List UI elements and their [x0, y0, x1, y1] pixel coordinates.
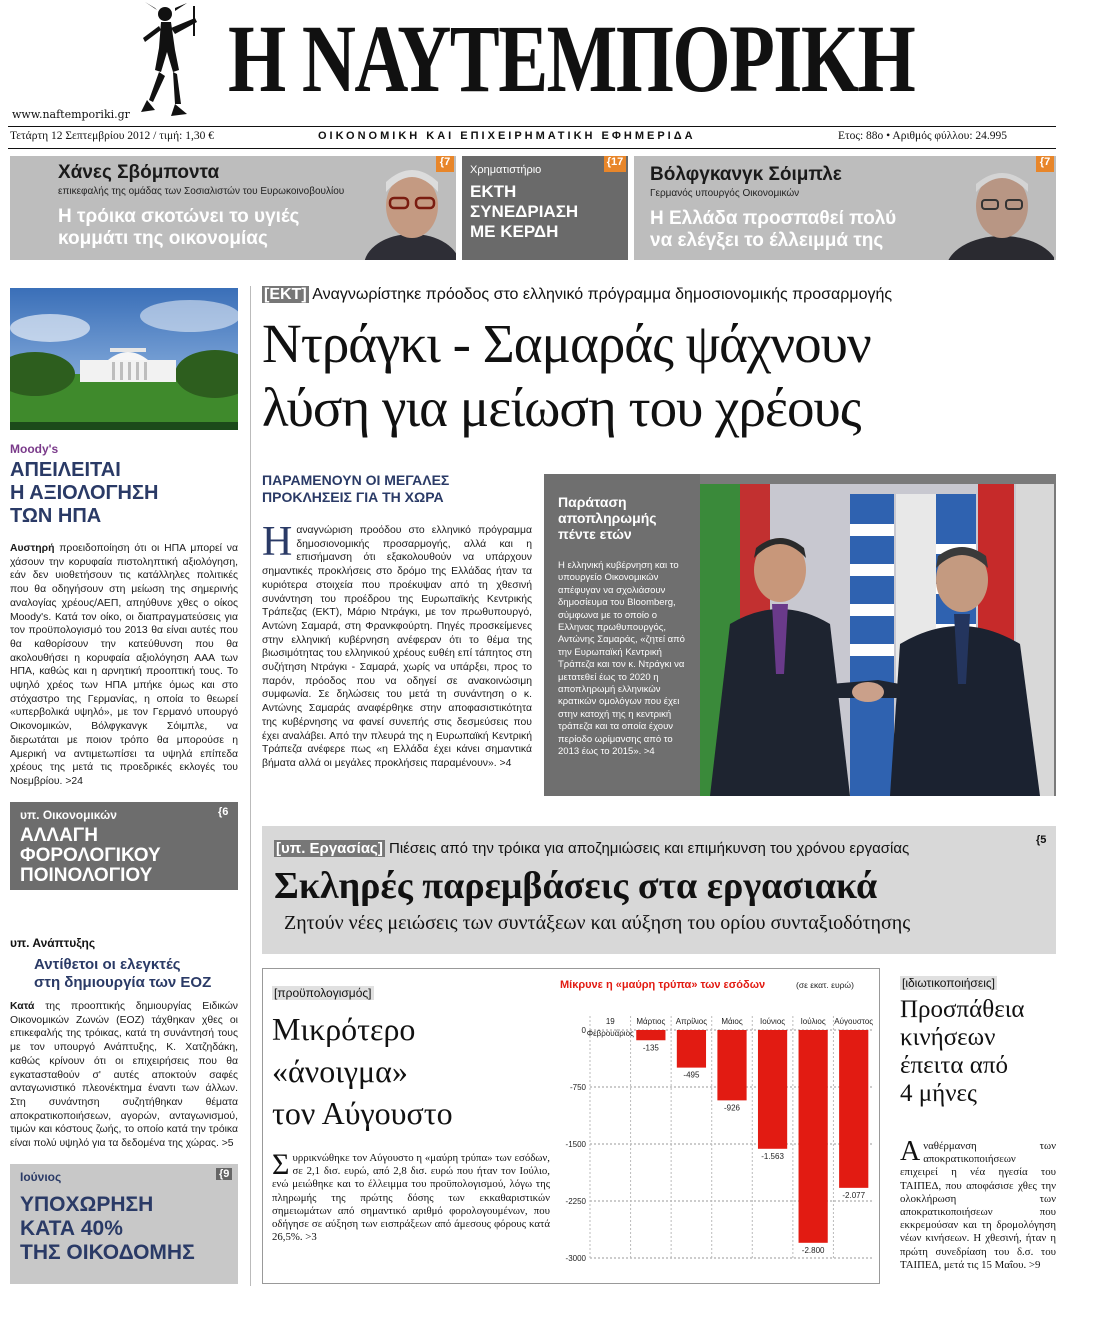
moodys-kicker: Moody's	[10, 442, 59, 456]
budget-text: υρρικνώθηκε τον Αύγουστο η «μαύρη τρύπα» των εσόδων, σε 2,1 δισ. ευρώ, από 2,8 δισ. ευρώ που ήταν τον Ιούλιο, ενώ μειώθηκε και το έλλειμμα του προϋπολογισμού, λόγω της πληρωμής της πρώτης δόσης των εκκαθαριστικών σημειωμάτων από σημαντικό αριθμό φορολογουμένων, που οδήγησε σε αύξηση των εισπράξεων από άμεσους φόρους κατά 26,5%. >3	[272, 1152, 550, 1244]
handshake-photo	[700, 484, 1054, 796]
chart-value-label: -1.563	[761, 1151, 784, 1161]
y-tick-label: -2250	[565, 1197, 586, 1206]
portrait-schaeuble	[932, 162, 1054, 260]
moodys-body	[10, 542, 238, 789]
housing-headline-1: ΥΠΟΧΩΡΗΣΗ	[20, 1193, 154, 1216]
x-tick-label: Ιούνιος	[760, 1017, 786, 1026]
eoz-kicker: υπ. Ανάπτυξης	[10, 936, 96, 950]
page-badge: {17	[604, 156, 626, 172]
housing-box[interactable]	[10, 1164, 238, 1284]
teaser-headline-1: Η Ελλάδα προσπαθεί πολύ	[650, 208, 897, 229]
page-badge: {7	[1036, 156, 1054, 172]
teaser-headline-2: να ελέγξει το έλλειμμά της	[650, 230, 884, 251]
x-tick-label: Μάρτιος	[636, 1017, 666, 1026]
chart-bar	[677, 1030, 706, 1068]
privatization-body	[900, 1136, 1056, 1272]
chart-bar	[839, 1030, 868, 1188]
lead-photo-box	[544, 474, 1056, 796]
budget-body	[272, 1148, 550, 1244]
revenue-chart	[556, 972, 876, 1278]
tax-headline-1: ΑΛΛΑΓΗ	[20, 825, 98, 846]
issue-number: Ετος: 88ο • Αριθμός φύλλου: 24.995	[838, 130, 1008, 142]
teaser-label: Χρηματιστήριο	[470, 164, 542, 176]
mercury-logo	[135, 0, 207, 118]
lead-subhead-2: ΠΡΟΚΛΗΣΕΙΣ ΓΙΑ ΤΗ ΧΩΡΑ	[262, 489, 444, 505]
tax-kicker: υπ. Οικονομικών	[20, 808, 117, 822]
y-tick-label: 0	[581, 1026, 586, 1035]
teaser-headline-2: ΣΥΝΕΔΡΙΑΣΗ	[470, 202, 579, 221]
privatization-tag: [ιδιωτικοποιήσεις]	[902, 976, 995, 990]
eoz-headline-2: στη δημιουργία των ΕΟΖ	[34, 974, 212, 991]
teaser-headline-1: ΕΚΤΗ	[470, 182, 517, 201]
labor-subhead: Ζητούν νέες μειώσεις των συντάξεων και αύξηση του ορίου συνταξιοδότησης	[284, 912, 911, 934]
tagline: ΟΙΚΟΝΟΜΙΚΗ ΚΑΙ ΕΠΙΧΕΙΡΗΜΑΤΙΚΗ ΕΦΗΜΕΡΙΔΑ	[318, 130, 696, 142]
teaser-stock-exchange[interactable]	[462, 156, 628, 260]
budget-headline-2: «άνοιγμα»	[272, 1053, 408, 1089]
teaser-schwoboda[interactable]	[10, 156, 456, 260]
lead-body	[262, 519, 532, 771]
column-rule	[250, 286, 251, 1286]
lead-tag: [ΕΚΤ]	[264, 286, 307, 303]
portrait-swoboda	[362, 162, 456, 260]
x-tick-label: Απρίλιος	[675, 1017, 708, 1026]
lead-overline	[262, 286, 892, 304]
chart-bar	[636, 1030, 665, 1040]
moodys-lead: Αυστηρή	[10, 543, 55, 554]
chart-value-label: -135	[642, 1043, 659, 1053]
chart-bar	[717, 1030, 746, 1100]
budget-dropcap: Σ	[272, 1148, 290, 1181]
eoz-headline-1: Αντίθετοι οι ελεγκτές	[34, 956, 181, 973]
lead-text: αναγνώριση προόδου στο ελληνικό πρόγραμμα δημοσιονομικής προσαρμογής, αλλά και η επισήμανση ότι εξακολουθούν να υπάρχουν σημαντικές προκλήσεις στο δρόμο της Ελλάδας ήταν τα κυριότερα στοιχεία που προέκυψαν από τη χθεσινή συνάντηση του προέδρου της Ευρωπαϊκής Κεντρικής Τράπεζας (ΕΚΤ), Μάριο Ντράγκι, με τον πρωθυπουργό, Αντώνη Σαμαρά, στη Φρανκφούρτη. Πηγές προσκείμενες στην ελληνική κυβέρνηση ανέφεραν ότι το θέμα της βιωσιμότητας του ελληνικού χρέους ευθέη επί τάπητος στη συζήτηση Ντράγκι - Σαμαρά, χωρίς να υπάρξει, προς το παρόν, πρόοδος που να οδηγεί σε ανακοινώσιμη συμφωνία. Σε δηλώσεις του μετά τη συνάντηση ο κ. Αντώνης Σαμαράς αναφέρθηκε στην αποφασιστικότητα της κυβέρνησης να φανεί συνεπής στις δεσμεύσεις που έχει αναλάβει. Από την πλευρά της η Ευρωπαϊκή Κεντρική Τράπεζα ανέφερε πως «η Ελλάδα έχει κάνει σημαντικά βήματα αλλά οι μεγάλες προκλήσεις παραμένουν». >4	[262, 525, 532, 769]
housing-headline-2: ΚΑΤΑ 40%	[20, 1217, 123, 1240]
labor-overline	[274, 840, 909, 857]
revenue-chart-svg	[556, 972, 876, 1278]
teaser-role: Γερμανός υπουργός Οικονομικών	[650, 188, 800, 199]
budget-headline-3: τον Αύγουστο	[272, 1095, 453, 1131]
masthead-title: Η ΝΑΥΤΕΜΠΟΡΙΚΗ	[228, 5, 915, 112]
y-tick-label: -3000	[565, 1254, 586, 1263]
teaser-schaeuble[interactable]	[634, 156, 1056, 260]
moodys-headline-1: ΑΠΕΙΛΕΙΤΑΙ	[10, 459, 121, 481]
lead-overline-text: Αναγνωρίστηκε πρόοδος στο ελληνικό πρόγραμμα δημοσιονομικής προσαρμογής	[312, 286, 893, 303]
privatization-headline-1: Προσπάθεια	[900, 996, 1025, 1023]
date-price: Τετάρτη 12 Σεπτεμβρίου 2012 / τιμή: 1,30 €	[10, 130, 214, 142]
site-url[interactable]: www.naftemporiki.gr	[12, 108, 130, 121]
housing-headline-3: ΤΗΣ ΟΙΚΟΔΟΜΗΣ	[20, 1241, 195, 1264]
eoz-text: της προοπτικής δημιουργίας Ειδικών Οικονομικών Ζωνών (ΕΟΖ) τάχθηκαν χθες οι επικεφαλής της τρόικας, κατά τη συνάντησή τους με τον υπουργό Ανάπτυξης, Κ. Χατζηδάκη, καθώς κρίνουν ότι οι επιχειρήσεις που θα εγκατασταθούν σ' αυτές αποκτούν σαφές ανταγωνιστικό πλεονέκτημα έναντι των άλλων. Στη συνάντηση συζητήθηκαν θέματα αποκρατικοποιήσεων, αγορών, ανταγωνισμού, τιμών και κόστους ζωής, το οποίο κατά την τρόικα είναι πολύ υψηλό για τα δεδομένα της χώρας. >5	[10, 1001, 239, 1150]
chart-value-label: -2.077	[842, 1190, 866, 1200]
chart-value-label: -926	[723, 1103, 741, 1113]
moodys-text: προειδοποίηση ότι οι ΗΠΑ μπορεί να χάσουν την κορυφαία πιστοληπτική αξιολόγηση, εάν δεν υιοθετήσουν τις κατάλληλες πολιτικές που θα οδηγήσουν στη μείωση της σημερινής αναλογίας χρέους/ΑΕΠ, απηύθυνε χθες ο οίκος Moody's. Κατά τον οίκο, οι διαπραγματεύσεις για τον προϋπολογισμό του 2013 θα είναι αυτές που θα καθορίσουν την κατεύθυνση που θα ακολουθήσει η κορυφαία αξιολόγηση ΑΑΑ των ΗΠΑ, καθώς και η αρνητική προοπτική τους. Το υψηλό χρέος των ΗΠΑ μπήκε όμως και στο στόχαστρο της Γερμανίας, η οποία το θεωρεί «υπερβολικά υψηλό», με τον Γερμανό υπουργό Οικονομικών, Βόλφγκανγκ Σόιμπλε, να διερωτάται με ποιον τρόπο θα μπορούσε η Αμερική να αντιμετωπίσει τα υψηλά επίπεδα χρέους της μετά τις προεδρικές εκλογές του Νοεμβρίου. >24	[10, 543, 238, 787]
masthead-rule-bottom	[8, 148, 1056, 149]
teaser-headline-2: κομμάτι της οικονομίας	[58, 228, 268, 249]
chart-unit: (σε εκατ. ευρώ)	[796, 980, 854, 990]
eoz-lead: Κατά	[10, 1001, 35, 1012]
x-tick-label: Φεβρουάριος	[586, 1029, 634, 1038]
mercury-logo-drawing	[135, 0, 207, 118]
x-tick-label: Αύγουστος	[834, 1017, 874, 1026]
chart-value-label: -2.800	[801, 1245, 825, 1255]
chart-value-label: -495	[683, 1070, 700, 1080]
teaser-headline-3: ΜΕ ΚΕΡΔΗ	[470, 222, 559, 241]
eoz-body	[10, 1000, 238, 1151]
housing-kicker: Ιούνιος	[20, 1170, 62, 1184]
budget-headline-1: Μικρότερο	[272, 1011, 416, 1047]
photo-headline-3: πέντε ετών	[558, 526, 632, 542]
x-tick-label: Μάιος	[721, 1017, 743, 1026]
masthead-rule-top	[8, 126, 1056, 127]
page-badge: {6	[218, 806, 229, 818]
privatization-headline-2: κινήσεων	[900, 1024, 996, 1051]
y-tick-label: -1500	[565, 1140, 586, 1149]
photo-headline-1: Παράταση	[558, 494, 627, 510]
privatization-headline-4: 4 μήνες	[900, 1080, 977, 1107]
photo-sidebar	[544, 474, 700, 796]
teaser-name: Χάνες Σβόμποντα	[58, 162, 220, 183]
moodys-headline-2: Η ΑΞΙΟΛΟΓΗΣΗ	[10, 482, 159, 504]
teaser-role: επικεφαλής της ομάδας των Σοσιαλιστών του Ευρωκοινοβουλίου	[58, 186, 345, 197]
labor-box[interactable]	[262, 826, 1056, 954]
lead-headline-2: λύση για μείωση του χρέους	[262, 377, 861, 438]
lead-headline-1: Ντράγκι - Σαμαράς ψάχνουν	[262, 313, 871, 374]
lead-subhead-1: ΠΑΡΑΜΕΝΟΥΝ ΟΙ ΜΕΓΑΛΕΣ	[262, 472, 450, 488]
chart-bar	[799, 1030, 828, 1243]
labor-headline: Σκληρές παρεμβάσεις στα εργασιακά	[274, 865, 878, 907]
budget-tag: [προϋπολογισμός]	[274, 986, 372, 1000]
teaser-name: Βόλφγκανγκ Σόιμπλε	[650, 164, 842, 185]
tax-headline-2: ΦΟΡΟΛΟΓΙΚΟΥ	[20, 845, 161, 866]
photo-headline-2: αποπληρωμής	[558, 510, 657, 526]
privatization-headline-3: έπειτα από	[900, 1052, 1008, 1079]
page-badge: {7	[436, 156, 454, 172]
tax-headline-3: ΠΟΙΝΟΛΟΓΙΟΥ	[20, 865, 153, 886]
photo-caption: Η ελληνική κυβέρνηση και το υπουργείο Οικονομικών απέφυγαν να σχολιάσουν δημοσίευμα του Bloomberg, σύμφωνα με το οποίο ο Ελληνας πρωθυπουργός, Αντώνης Σαμαράς, «ζητεί από την Ευρωπαϊκή Κεντρική Τράπεζα και τον κ. Ντράγκι να μετατεθεί έως το 2020 η αποπληρωμή ελληνικών κρατικών ομολόγων που έχει στην κατοχή της η κεντρική τράπεζα και τα οποία έχουν περίοδο ωρίμανσης από το 2013 έως το 2015». >4	[558, 560, 685, 758]
labor-overline-text: Πιέσεις από την τρόικα για αποζημιώσεις και επιμήκυνση του χρόνου εργασίας	[389, 840, 910, 857]
white-house-photo	[10, 288, 238, 430]
x-tick-label: Ιούλιος	[800, 1017, 826, 1026]
x-tick-label: 19	[605, 1017, 615, 1026]
privatization-dropcap: Α	[900, 1136, 921, 1167]
page-badge: {5	[1036, 834, 1047, 846]
teaser-headline-1: Η τρόικα σκοτώνει το υγιές	[58, 206, 300, 227]
chart-title: Μίκρυνε η «μαύρη τρύπα» των εσόδων	[560, 979, 766, 991]
moodys-headline-3: ΤΩΝ ΗΠΑ	[10, 505, 102, 527]
lead-dropcap: Η	[262, 519, 293, 565]
privatization-text: ναθέρμανση των αποκρατικοποιήσεων επιχειρεί η νέα ηγεσία του ΤΑΙΠΕΔ, που αποφάσισε χθες την ολοκλήρωση των αποκρατικοποιήσεων που εκκρεμούσαν και τη δρομολόγηση νέων κινήσεων. Η χθεσινή, ήταν η πρώτη συνεδρίαση του δ.σ. του ΤΑΙΠΕΔ, μετά τις 15 Μαΐου. >9	[900, 1140, 1056, 1271]
page-badge: {9	[216, 1168, 232, 1180]
chart-bar	[758, 1030, 787, 1149]
tax-box[interactable]	[10, 802, 238, 890]
labor-tag: [υπ. Εργασίας]	[276, 840, 383, 857]
y-tick-label: -750	[569, 1083, 586, 1092]
